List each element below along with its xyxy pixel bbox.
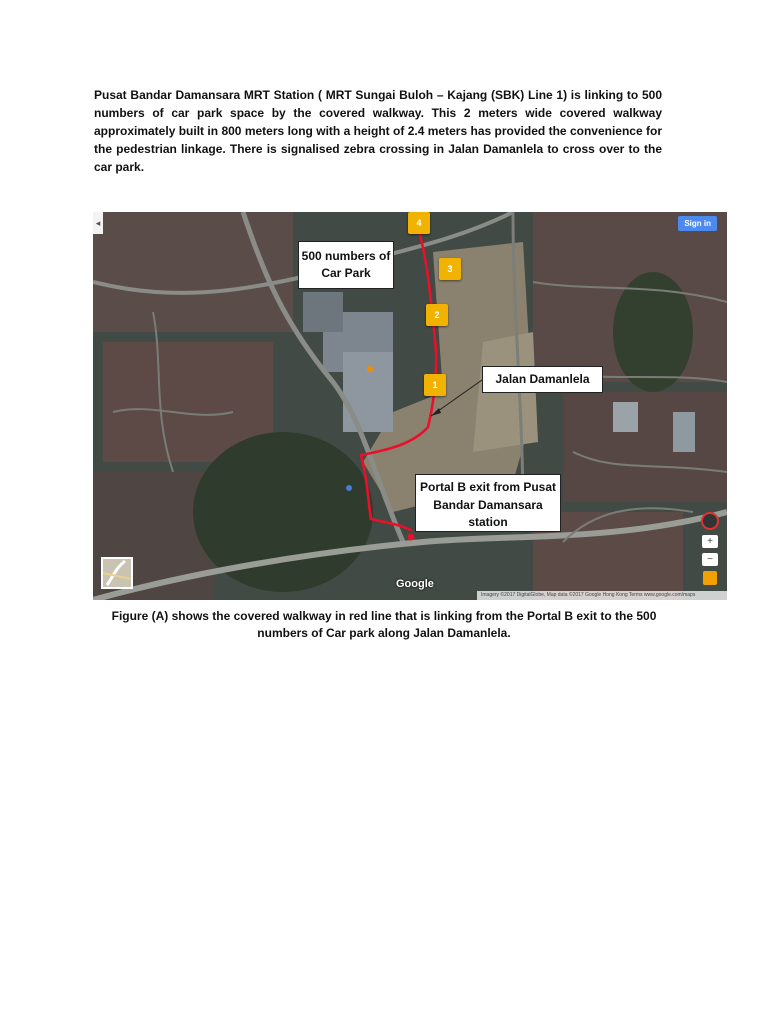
intro-paragraph: Pusat Bandar Damansara MRT Station ( MRT Sungai Buloh – Kajang (SBK) Line 1) is linking to 500 numbers of car park space by the covered walkway. This 2 meters wide covered walkway approximately built in 800 meters long with a height of 2.4 meters has provided the convenience for the pedestrian linkage. There is signalised zebra crossing in Jalan Damanlela to cross over to the car park. xyxy=(94,88,662,174)
map-attribution: Imagery ©2017 DigitalGlobe, Map data ©2017 Google Hong Kong Terms www.google.com/maps xyxy=(477,591,727,600)
sign-in-button[interactable]: Sign in xyxy=(678,216,717,231)
map-imagery xyxy=(93,212,727,600)
map-controls xyxy=(701,512,719,592)
google-logo: Google xyxy=(396,578,434,590)
zoom-out-button[interactable]: − xyxy=(702,553,718,566)
compass-icon[interactable] xyxy=(701,512,719,530)
figure-caption: Figure (A) shows the covered walkway in red line that is linking from the Portal B exit to the 500 numbers of Car park along Jalan Damanlela. xyxy=(111,609,657,640)
zoom-in-button[interactable]: + xyxy=(702,535,718,548)
callout-portal-b: Portal B exit from Pusat Bandar Damansara station xyxy=(415,474,561,532)
route-marker-3[interactable]: 3 xyxy=(439,258,461,280)
callout-jalan-damanlela: Jalan Damanlela xyxy=(482,366,603,393)
route-marker-4[interactable]: 4 xyxy=(408,212,430,234)
callout-car-park: 500 numbers of Car Park xyxy=(298,241,394,289)
satellite-map[interactable] xyxy=(93,212,727,600)
route-marker-1[interactable]: 1 xyxy=(424,374,446,396)
imagery-toggle-thumbnail[interactable] xyxy=(101,557,133,589)
map-thumbnail-icon xyxy=(103,559,131,587)
route-marker-2[interactable]: 2 xyxy=(426,304,448,326)
street-view-pegman-icon[interactable] xyxy=(703,571,717,585)
collapse-panel-button[interactable]: ◂ xyxy=(93,212,103,234)
